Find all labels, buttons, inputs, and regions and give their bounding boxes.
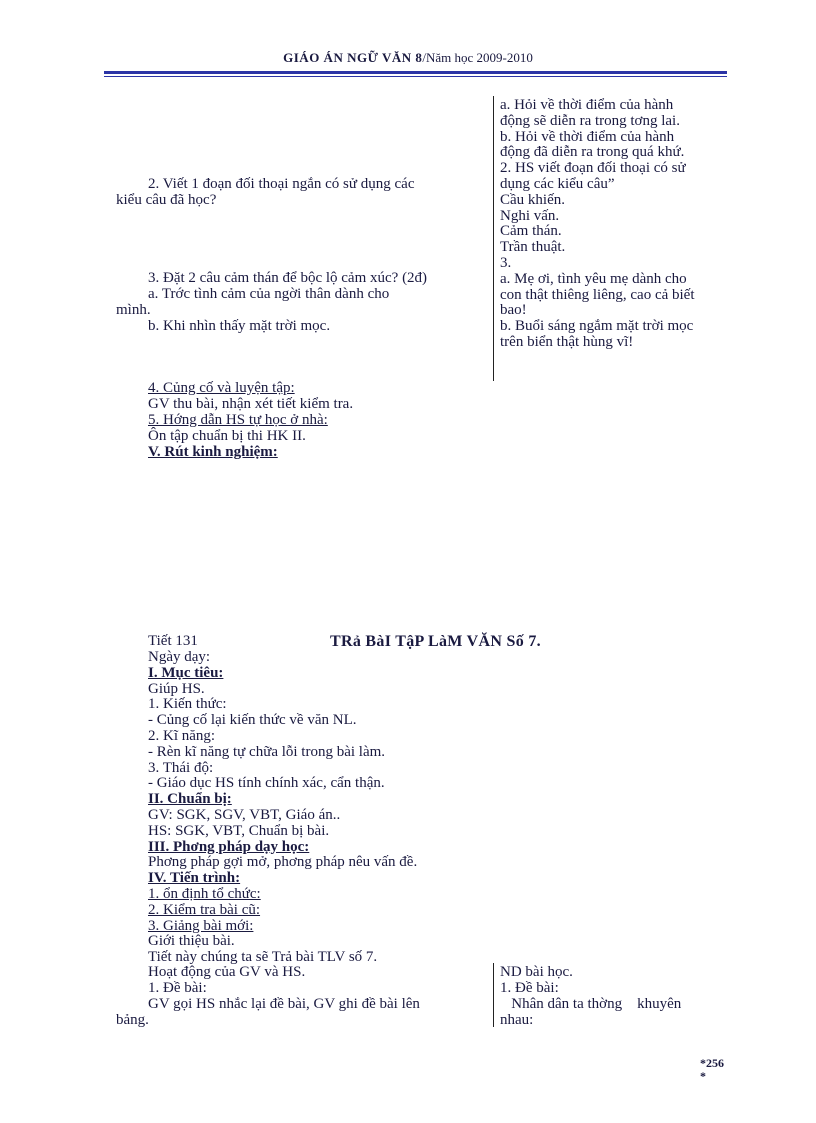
lesson-line: - Giáo dục HS tính chính xác, cẩn thận. bbox=[148, 775, 385, 792]
header-year: /Năm học 2009-2010 bbox=[422, 50, 533, 65]
lesson-line: II. Chuẩn bị: bbox=[148, 791, 232, 808]
lesson-title: TRả BàI TậP LàM VĂN Số 7. bbox=[330, 633, 541, 650]
q3-a-line-1: a. Trớc tình cảm của ngời thân dành cho bbox=[148, 286, 390, 302]
homework-text: Ôn tập chuẩn bị thi HK II. bbox=[148, 428, 306, 444]
activity-text-1: GV gọi HS nhắc lại đề bài, GV ghi đề bài lên bbox=[148, 996, 420, 1012]
lesson-line: III. Phơng pháp dạy học: bbox=[148, 838, 310, 855]
lesson-line: I. Mục tiêu: bbox=[148, 664, 224, 681]
answer-line: 3. bbox=[500, 255, 512, 271]
q3-a-line-2: mình. bbox=[116, 302, 151, 318]
lesson-line: Phơng pháp gợi mở, phơng pháp nêu vấn đề. bbox=[148, 854, 418, 871]
content-header: ND bài học. bbox=[500, 964, 573, 980]
answer-line: 2. HS viết đoạn đối thoại có sử bbox=[500, 160, 686, 177]
answer-line: bao! bbox=[500, 302, 527, 319]
answer-line: Nghi vấn. bbox=[500, 207, 560, 224]
lesson-line: 2. Kiểm tra bài cũ: bbox=[148, 901, 261, 918]
lesson-line: - Rèn kĩ năng tự chữa lỗi trong bài làm. bbox=[148, 743, 386, 760]
content-text-1: Nhân dân ta thờng khuyên bbox=[500, 996, 682, 1012]
header-rule-thin bbox=[104, 76, 727, 77]
lesson-line: Tiết này chúng ta sẽ Trả bài TLV số 7. bbox=[148, 949, 378, 966]
lesson-line: 3. Giảng bài mới: bbox=[148, 917, 254, 934]
heading-experience: V. Rút kinh nghiệm: bbox=[148, 444, 278, 460]
page-number-mark: * bbox=[700, 1069, 706, 1083]
lesson-line: GV: SGK, SGV, VBT, Giáo án.. bbox=[148, 807, 341, 823]
answer-line: Trần thuật. bbox=[500, 239, 566, 256]
lesson-line: IV. Tiến trình: bbox=[148, 870, 241, 887]
table-divider-bottom bbox=[493, 963, 494, 1027]
activity-topic-label: 1. Đề bài: bbox=[148, 980, 207, 996]
heading-homework: 5. Hớng dẫn HS tự học ở nhà: bbox=[148, 412, 328, 428]
answer-line: trên biển thật hùng vĩ! bbox=[500, 334, 634, 350]
answer-line: b. Hỏi về thời điểm của hành bbox=[500, 128, 675, 145]
heading-consolidation: 4. Củng cố và luyện tập: bbox=[148, 380, 295, 396]
answer-line: con thật thiêng liêng, cao cả biết bbox=[500, 286, 695, 303]
content-topic-label: 1. Đề bài: bbox=[500, 980, 559, 996]
lesson-line: Giúp HS. bbox=[148, 680, 205, 697]
activity-header: Hoạt động của GV và HS. bbox=[148, 964, 306, 980]
page-number: *256 bbox=[700, 1056, 724, 1070]
table-divider-top bbox=[493, 96, 494, 381]
lesson-line: - Củng cố lại kiến thức về văn NL. bbox=[148, 712, 357, 729]
q3-b: b. Khi nhìn thấy mặt trời mọc. bbox=[148, 318, 331, 334]
answer-line: động đã diễn ra trong quá khứ. bbox=[500, 144, 685, 161]
lesson-line: 1. Kiến thức: bbox=[148, 696, 227, 713]
lesson-number: Tiết 131 bbox=[148, 633, 198, 649]
answer-line: b. Buổi sáng ngắm mặt trời mọc bbox=[500, 318, 694, 335]
lesson-line: 1. ổn định tổ chức: bbox=[148, 886, 261, 902]
lesson-line: Ngày dạy: bbox=[148, 649, 211, 665]
answer-line: Cầu khiến. bbox=[500, 191, 565, 208]
answer-line: a. Hỏi về thời điểm của hành bbox=[500, 97, 674, 113]
page-header bbox=[0, 50, 816, 66]
q2-line-1: 2. Viết 1 đoạn đối thoại ngắn có sử dụng các bbox=[148, 176, 415, 192]
activity-text-2: bảng. bbox=[116, 1012, 149, 1028]
lesson-line: HS: SGK, VBT, Chuẩn bị bài. bbox=[148, 822, 330, 839]
answer-line: dụng các kiểu câu” bbox=[500, 176, 615, 192]
q3-line-1: 3. Đặt 2 câu cảm thán để bộc lộ cảm xúc? (2đ) bbox=[148, 270, 428, 286]
q2-line-2: kiểu câu đã học? bbox=[116, 192, 217, 208]
answer-line: Cảm thán. bbox=[500, 223, 562, 240]
header-rule-thick bbox=[104, 71, 727, 74]
lesson-line: Giới thiệu bài. bbox=[148, 933, 235, 950]
header-title: GIÁO ÁN NGỮ VĂN 8 bbox=[283, 50, 423, 65]
lesson-line: 3. Thái độ: bbox=[148, 759, 214, 776]
consolidation-text: GV thu bài, nhận xét tiết kiểm tra. bbox=[148, 396, 354, 412]
lesson-line: 2. Kĩ năng: bbox=[148, 728, 216, 744]
answer-line: a. Mẹ ơi, tình yêu mẹ dành cho bbox=[500, 270, 687, 287]
answer-line: động sẽ diễn ra trong tơng lai. bbox=[500, 112, 680, 129]
content-text-2: nhau: bbox=[500, 1012, 534, 1028]
